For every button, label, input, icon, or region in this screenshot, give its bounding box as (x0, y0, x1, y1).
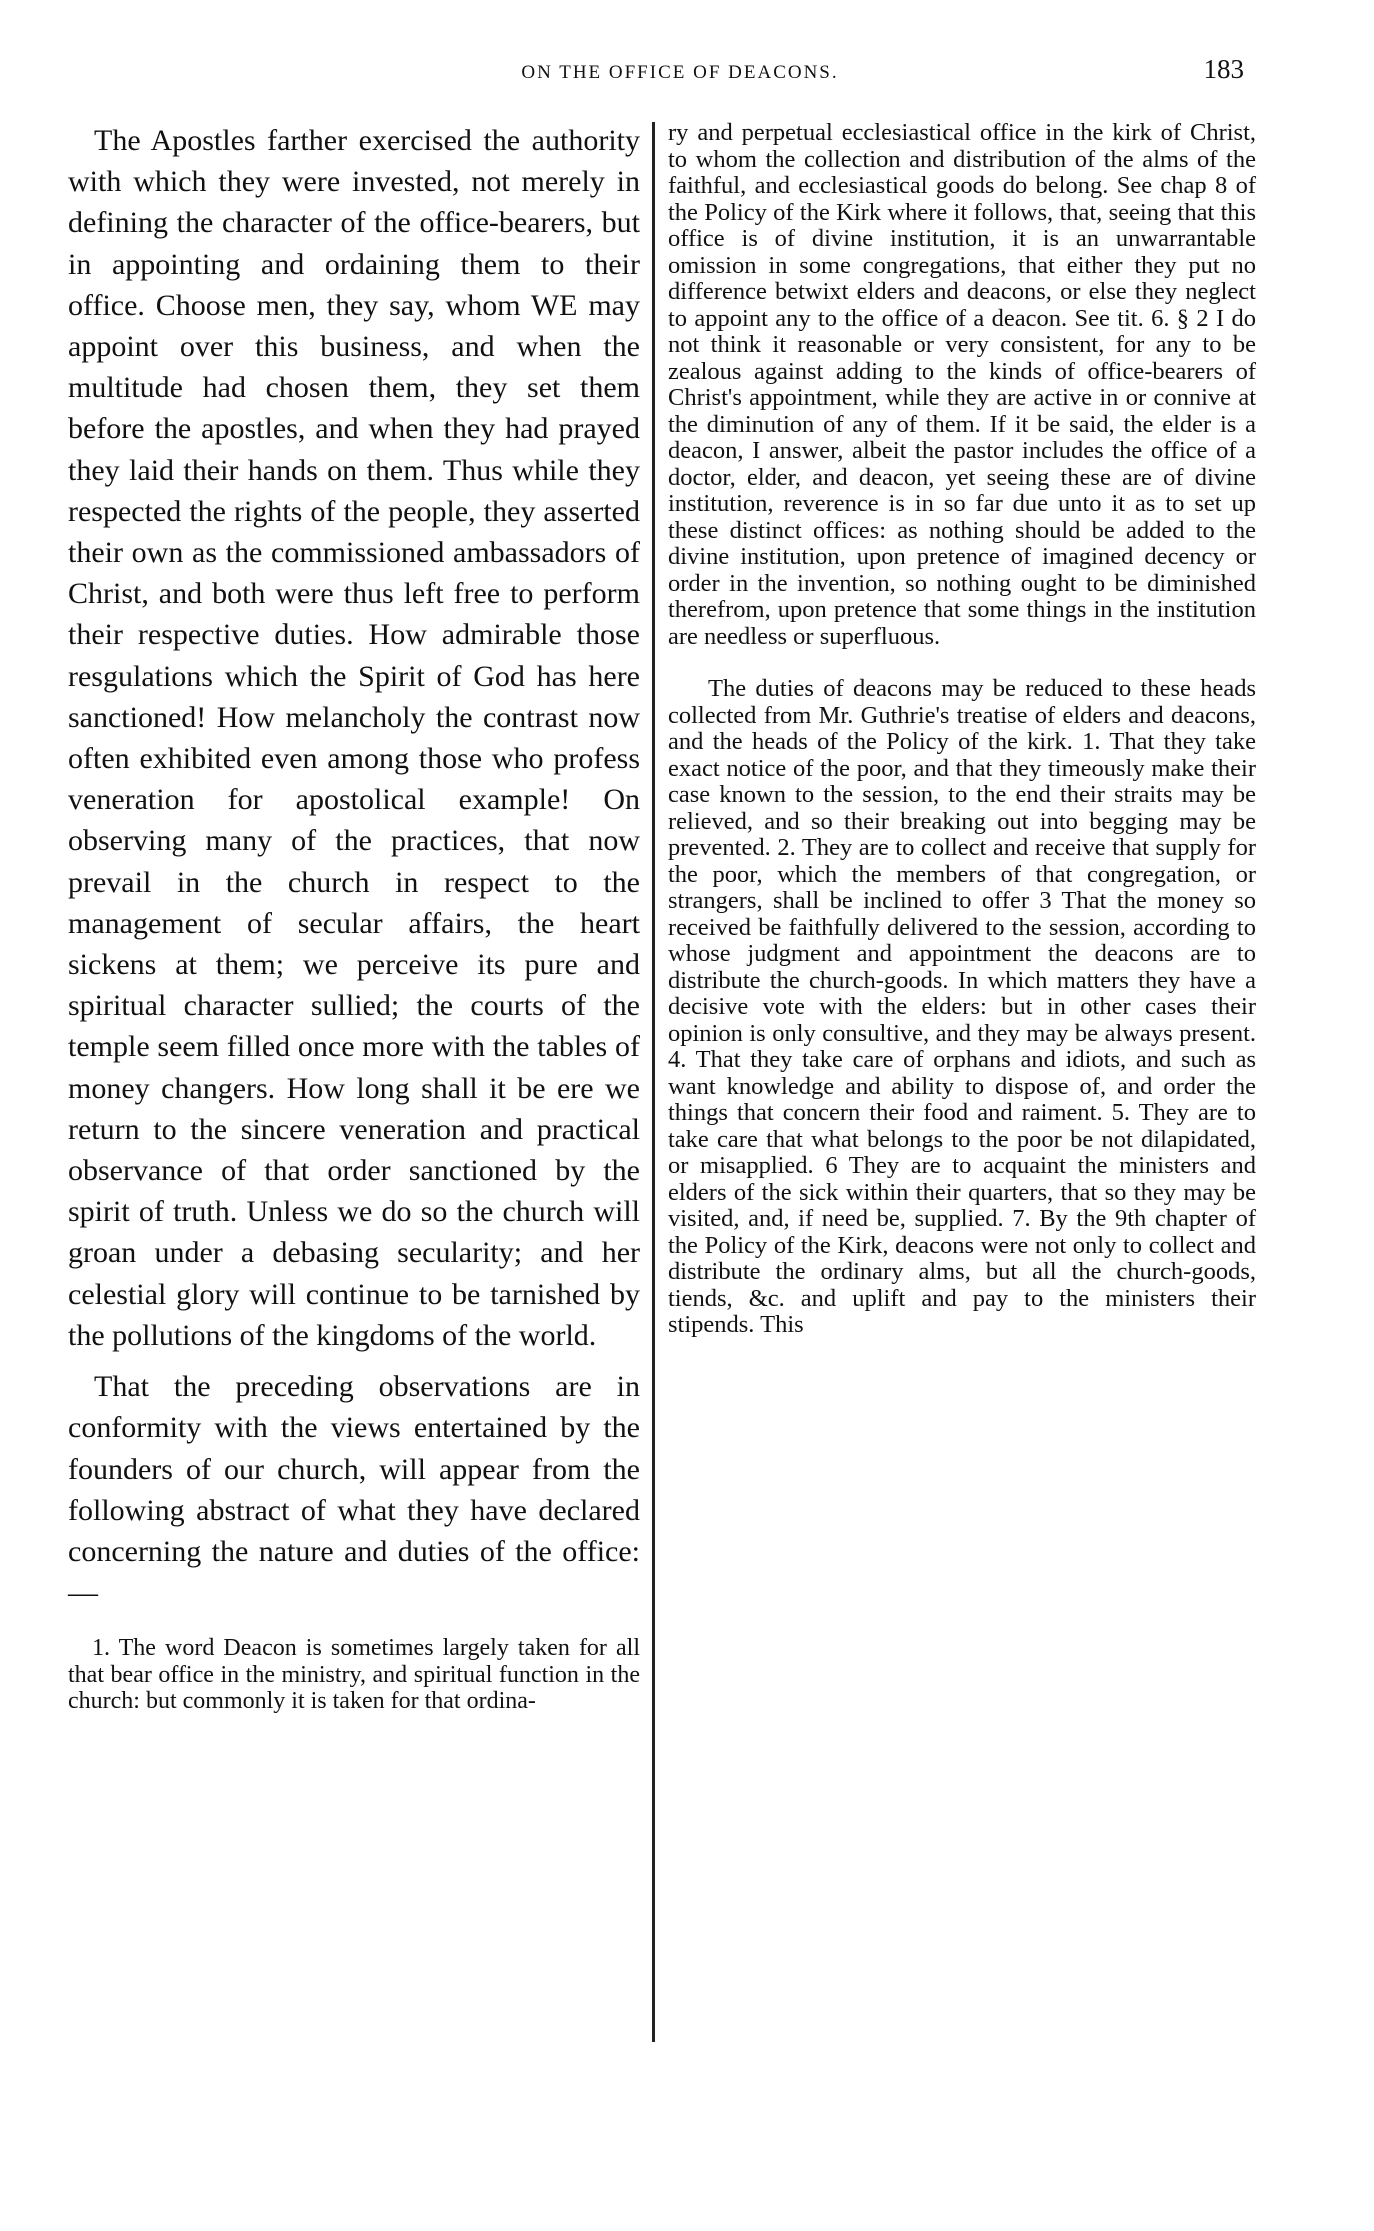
left-column (68, 120, 640, 1714)
footnote: 1. The word Deacon is sometimes largely taken for all that bear office in the ministry, and spiritual function in the church: but commonly it is taken for that ordina- (68, 1635, 640, 1714)
body-paragraph: The Apostles farther exercised the authority with which they were invested, not merely in defining the character of the office-bearers, but in appointing and ordaining them to their office. Choose men, they say, whom WE may appoint over this business, and when the multitude had chosen them, they set them before the apostles, and when they had prayed they laid their hands on them. Thus while they respected the rights of the people, they asserted their own as the commissioned ambassadors of Christ, and both were thus left free to perform their respective duties. How admirable those resgulations which the Spirit of God has here sanctioned! How melancholy the contrast now often exhibited even among those who profess veneration for apostolical example! On observing many of the practices, that now prevail in the church in respect to the management of secular affairs, the heart sickens at them; we perceive its pure and spiritual character sullied; the courts of the temple seem filled once more with the tables of money changers. How long shall it be ere we return to the sincere veneration and practical observance of that order sanctioned by the spirit of truth. Unless we do so the church will groan under a debasing secularity; and her celestial glory will continue to be tarnished by the pollutions of the kingdoms of the world. (68, 124, 640, 1352)
column-divider (652, 122, 655, 2042)
running-head: ON THE OFFICE OF DEACONS. (521, 62, 839, 83)
note-paragraph: The duties of deacons may be reduced to these heads collected from Mr. Guthrie's treatise of elders and deacons, and the heads of the Policy of the kirk. 1. That they take exact notice of the poor, and that they timeously make their case known to the session, to the end their straits may be relieved, and so their breaking out into begging may be prevented. 2. They are to collect and receive that supply for the poor, which the members of that congregation, or strangers, shall be inclined to offer 3 That the money so received be faithfully delivered to the session, according to whose judgment and appointment the deacons are to distribute the church-goods. In which matters they have a decisive vote with the elders: but in other cases their opinion is only consultive, and they may be always present. 4. That they take care of orphans and idiots, and such as want knowledge and ability to dispose of, and order the things that concern their food and raiment. 5. They are to take care that what belongs to the poor be not dilapidated, or misapplied. 6 They are to acquaint the ministers and elders of the sick within their quarters, that so they may be visited, and, if need be, supplied. 7. By the 9th chapter of the Policy of the Kirk, deacons were not only to collect and distribute the ordinary alms, but all the church-goods, tiends, &c. and uplift and pay to the ministers their stipends. This (668, 675, 1256, 1338)
note-paragraph: ry and perpetual ecclesiastical office in the kirk of Christ, to whom the collection and distribution of the alms of the faithful, and ecclesiastical goods do belong. See chap 8 of the Policy of the Kirk where it follows, that, seeing that this office is of divine institution, it is an unwarrantable omission in some congregations, that either they put no difference betwixt elders and deacons, or else they neglect to appoint any to the office of a deacon. See tit. 6. § 2 I do not think it reasonable or very consistent, for any to be zealous against adding to the kinds of office-bearers of Christ's appointment, while they are active in or connive at the diminution of any of them. If it be said, the elder is a deacon, I answer, albeit the pastor includes the office of a doctor, elder, and deacon, yet seeing these are of divine institution, reverence is in so far due unto it as to set up these distinct offices: as nothing should be added to the divine institution, upon pretence of imagined decency or order in the invention, so nothing ought to be diminished therefrom, upon pretence that some things in the institution are needless or superfluous. (668, 119, 1256, 650)
right-column (668, 120, 1256, 1339)
body-paragraph: That the preceding observations are in conformity with the views entertained by the founders of our church, will appear from the following abstract of what they have declared concerning the nature and duties of the office:— (68, 1370, 640, 1610)
page-number: 183 (1203, 54, 1244, 84)
